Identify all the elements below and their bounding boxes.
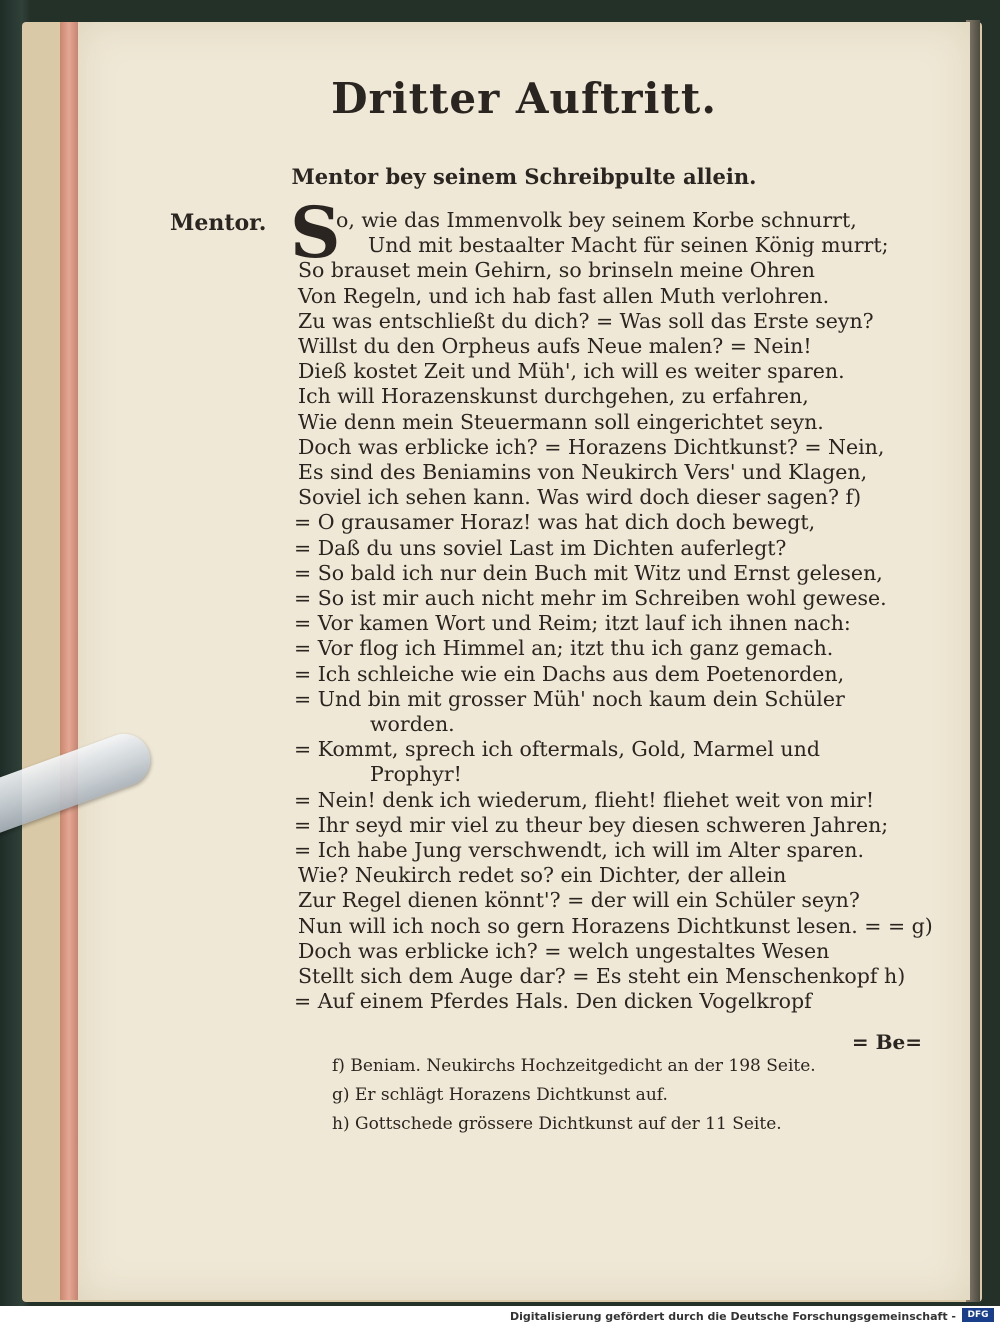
verse-line: = So ist mir auch nicht mehr im Schreiben wohl gewese.	[294, 586, 887, 610]
verse-line: = So bald ich nur dein Buch mit Witz und Ernst gelesen,	[294, 560, 883, 585]
speaker-name: Mentor.	[170, 210, 267, 236]
verse-line: Soviel ich sehen kann. Was wird doch dieser sagen? f)	[298, 485, 862, 510]
verse-line: = Auf einem Pferdes Hals. Den dicken Vogelkropf	[294, 989, 812, 1014]
dfg-logo: DFG	[962, 1308, 994, 1322]
verse-line: Zur Regel dienen könnt'? = der will ein Schüler seyn?	[298, 888, 860, 913]
verse-line: Und mit bestaalter Macht für seinen König murrt;	[368, 233, 889, 258]
verse-line: Ich will Horazenskunst durchgehen, zu erfahren,	[298, 384, 809, 409]
scene-title: Dritter Auftritt.	[331, 74, 717, 123]
verse-line: worden.	[370, 712, 455, 736]
verse-line: Von Regeln, und ich hab fast allen Muth verlohren.	[298, 283, 830, 308]
funding-notice: Digitalisierung gefördert durch die Deutsche Forschungsgemeinschaft -	[509, 1310, 956, 1323]
book-page	[78, 22, 970, 1300]
verse-line: = Ich schleiche wie ein Dachs aus dem Poetenorden,	[294, 661, 845, 686]
verse-line: o, wie das Immenvolk bey seinem Korbe schnurrt,	[336, 208, 857, 232]
verse-line: Dieß kostet Zeit und Müh', ich will es weiter sparen.	[298, 359, 845, 384]
verse-line: So brauset mein Gehirn, so brinseln meine Ohren	[298, 258, 815, 283]
verse-line: Doch was erblicke ich? = welch ungestaltes Wesen	[298, 938, 830, 963]
footnote: h) Gottschede grössere Dichtkunst auf der 11 Seite.	[332, 1114, 782, 1134]
verse-line: = Vor kamen Wort und Reim; itzt lauf ich ihnen nach:	[294, 611, 851, 636]
verse-line: Willst du den Orpheus aufs Neue malen? = Nein!	[298, 334, 812, 358]
verse-line: Wie denn mein Steuermann soll eingerichtet seyn.	[298, 409, 824, 434]
verse-line: Zu was entschließt du dich? = Was soll das Erste seyn?	[298, 308, 874, 333]
red-page-edge	[60, 22, 78, 1300]
verse-line: = Ihr seyd mir viel zu theur bey diesen schweren Jahren;	[294, 812, 889, 837]
verse-line: Doch was erblicke ich? = Horazens Dichtkunst? = Nein,	[298, 434, 885, 459]
verse-line: = Kommt, sprech ich oftermals, Gold, Marmel und	[294, 737, 820, 762]
verse-line: = Nein! denk ich wiederum, flieht! fliehet weit von mir!	[294, 787, 875, 812]
verse-line: Nun will ich noch so gern Horazens Dichtkunst lesen. = = g)	[298, 913, 933, 938]
verse-block	[78, 22, 970, 1022]
verse-line: Stellt sich dem Auge dar? = Es steht ein Menschenkopf h)	[298, 964, 906, 988]
verse-line: = Und bin mit grosser Müh' noch kaum dein Schüler	[294, 686, 845, 711]
verse-line: = Vor flog ich Himmel an; itzt thu ich ganz gemach.	[294, 636, 834, 661]
footnote: f) Beniam. Neukirchs Hochzeitgedicht an der 198 Seite.	[332, 1056, 816, 1076]
catchword: = Be=	[851, 1030, 922, 1054]
footnote: g) Er schlägt Horazens Dichtkunst auf.	[332, 1085, 668, 1105]
drop-capital: S	[290, 191, 341, 274]
verse-line: = O grausamer Horaz! was hat dich doch bewegt,	[294, 510, 816, 535]
verse-line: Wie? Neukirch redet so? ein Dichter, der allein	[298, 863, 787, 888]
verse-line: = Daß du uns soviel Last im Dichten auferlegt?	[294, 535, 787, 560]
verse-line: = Ich habe Jung verschwendt, ich will im Alter sparen.	[294, 838, 865, 862]
verse-line: Prophyr!	[370, 762, 462, 787]
scene-subtitle: Mentor bey seinem Schreibpulte allein.	[291, 164, 757, 189]
verse-line: Es sind des Beniamins von Neukirch Vers' und Klagen,	[298, 460, 868, 484]
